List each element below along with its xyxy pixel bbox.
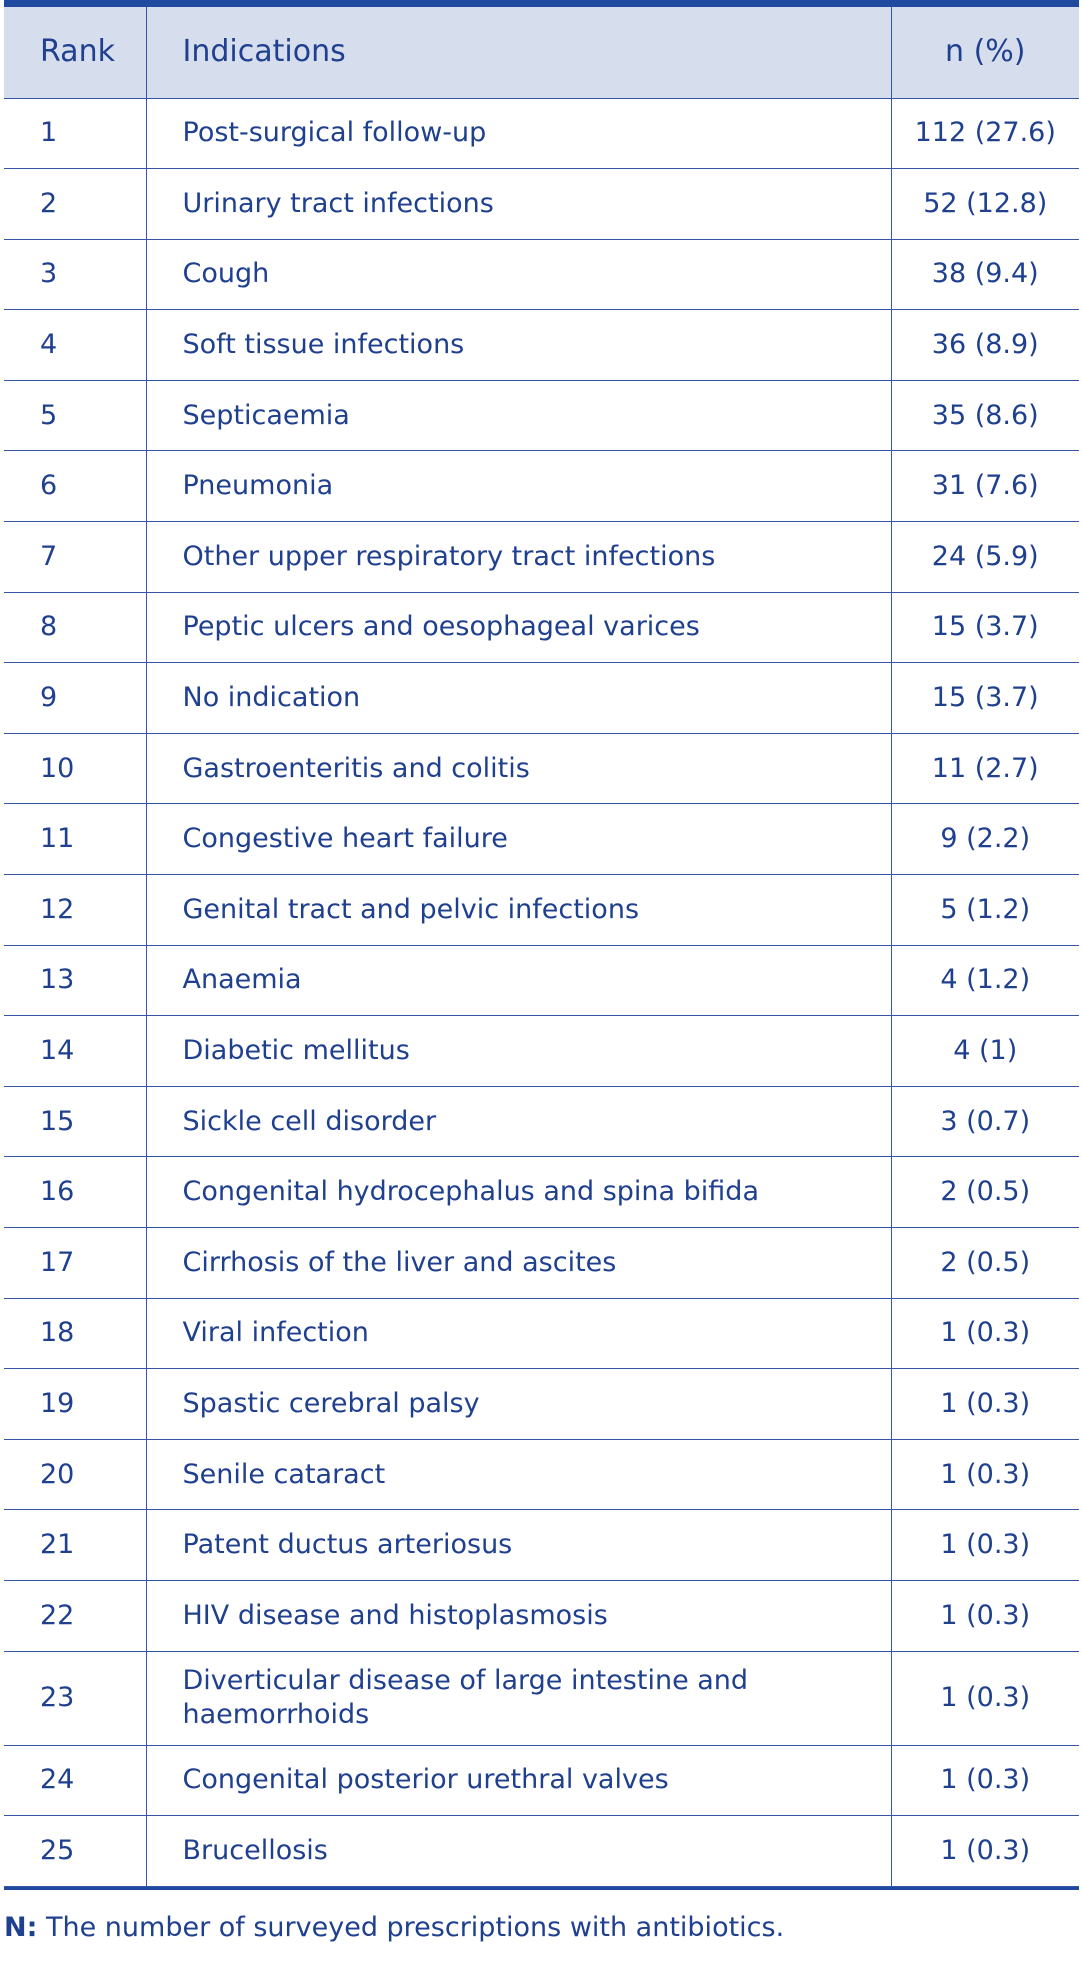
cell-n-percent: 112 (27.6) bbox=[891, 98, 1079, 169]
cell-n-percent: 1 (0.3) bbox=[891, 1651, 1079, 1745]
table-row bbox=[4, 945, 1079, 1016]
table-row bbox=[4, 1298, 1079, 1369]
cell-indication: Septicaemia bbox=[146, 380, 891, 451]
table-row bbox=[4, 522, 1079, 593]
cell-n-percent: 38 (9.4) bbox=[891, 239, 1079, 310]
column-header-n-percent: n (%) bbox=[891, 7, 1079, 98]
cell-indication: Congenital posterior urethral valves bbox=[146, 1745, 891, 1816]
cell-indication: HIV disease and histoplasmosis bbox=[146, 1580, 891, 1651]
cell-rank: 14 bbox=[4, 1016, 146, 1087]
cell-n-percent: 5 (1.2) bbox=[891, 875, 1079, 946]
cell-indication: Senile cataract bbox=[146, 1439, 891, 1510]
table-row bbox=[4, 310, 1079, 381]
table-row bbox=[4, 1086, 1079, 1157]
table-row bbox=[4, 1157, 1079, 1228]
cell-indication: Sickle cell disorder bbox=[146, 1086, 891, 1157]
column-header-rank: Rank bbox=[4, 7, 146, 98]
table-body bbox=[4, 98, 1079, 1886]
cell-n-percent: 1 (0.3) bbox=[891, 1298, 1079, 1369]
cell-rank: 4 bbox=[4, 310, 146, 381]
cell-n-percent: 36 (8.9) bbox=[891, 310, 1079, 381]
cell-rank: 7 bbox=[4, 522, 146, 593]
cell-indication: Peptic ulcers and oesophageal varices bbox=[146, 592, 891, 663]
cell-rank: 13 bbox=[4, 945, 146, 1016]
cell-n-percent: 4 (1) bbox=[891, 1016, 1079, 1087]
cell-n-percent: 2 (0.5) bbox=[891, 1228, 1079, 1299]
cell-indication: Other upper respiratory tract infections bbox=[146, 522, 891, 593]
table-row bbox=[4, 169, 1079, 240]
cell-rank: 15 bbox=[4, 1086, 146, 1157]
cell-indication: Viral infection bbox=[146, 1298, 891, 1369]
cell-n-percent: 35 (8.6) bbox=[891, 380, 1079, 451]
cell-n-percent: 1 (0.3) bbox=[891, 1439, 1079, 1510]
cell-rank: 10 bbox=[4, 733, 146, 804]
cell-indication: Genital tract and pelvic infections bbox=[146, 875, 891, 946]
footnote-text: The number of surveyed prescriptions with antibiotics. bbox=[37, 1912, 785, 1943]
cell-n-percent: 11 (2.7) bbox=[891, 733, 1079, 804]
cell-indication: No indication bbox=[146, 663, 891, 734]
cell-rank: 17 bbox=[4, 1228, 146, 1299]
cell-indication: Diverticular disease of large intestine and haemorrhoids bbox=[146, 1651, 891, 1745]
cell-rank: 20 bbox=[4, 1439, 146, 1510]
cell-indication: Urinary tract infections bbox=[146, 169, 891, 240]
cell-n-percent: 4 (1.2) bbox=[891, 945, 1079, 1016]
cell-indication: Congestive heart failure bbox=[146, 804, 891, 875]
cell-indication: Patent ductus arteriosus bbox=[146, 1510, 891, 1581]
cell-rank: 11 bbox=[4, 804, 146, 875]
cell-n-percent: 2 (0.5) bbox=[891, 1157, 1079, 1228]
cell-rank: 16 bbox=[4, 1157, 146, 1228]
table-row bbox=[4, 804, 1079, 875]
table-row bbox=[4, 1228, 1079, 1299]
cell-indication: Anaemia bbox=[146, 945, 891, 1016]
table-row bbox=[4, 875, 1079, 946]
table-row bbox=[4, 1016, 1079, 1087]
cell-n-percent: 52 (12.8) bbox=[891, 169, 1079, 240]
table-row bbox=[4, 733, 1079, 804]
cell-n-percent: 24 (5.9) bbox=[891, 522, 1079, 593]
cell-n-percent: 31 (7.6) bbox=[891, 451, 1079, 522]
cell-n-percent: 9 (2.2) bbox=[891, 804, 1079, 875]
column-header-indications: Indications bbox=[146, 7, 891, 98]
cell-rank: 21 bbox=[4, 1510, 146, 1581]
cell-rank: 9 bbox=[4, 663, 146, 734]
table-row bbox=[4, 663, 1079, 734]
cell-rank: 18 bbox=[4, 1298, 146, 1369]
cell-n-percent: 1 (0.3) bbox=[891, 1369, 1079, 1440]
cell-indication: Cough bbox=[146, 239, 891, 310]
cell-rank: 24 bbox=[4, 1745, 146, 1816]
cell-indication: Spastic cerebral palsy bbox=[146, 1369, 891, 1440]
cell-rank: 5 bbox=[4, 380, 146, 451]
table-header-row bbox=[4, 7, 1079, 98]
table-row bbox=[4, 239, 1079, 310]
cell-indication: Gastroenteritis and colitis bbox=[146, 733, 891, 804]
cell-rank: 22 bbox=[4, 1580, 146, 1651]
table-row bbox=[4, 380, 1079, 451]
cell-rank: 1 bbox=[4, 98, 146, 169]
cell-indication: Soft tissue infections bbox=[146, 310, 891, 381]
indications-table bbox=[4, 7, 1079, 1887]
cell-n-percent: 15 (3.7) bbox=[891, 592, 1079, 663]
cell-indication: Diabetic mellitus bbox=[146, 1016, 891, 1087]
cell-indication: Congenital hydrocephalus and spina bifida bbox=[146, 1157, 891, 1228]
cell-rank: 25 bbox=[4, 1816, 146, 1887]
cell-n-percent: 3 (0.7) bbox=[891, 1086, 1079, 1157]
table-row bbox=[4, 98, 1079, 169]
table-row bbox=[4, 1651, 1079, 1745]
table-row bbox=[4, 592, 1079, 663]
cell-rank: 6 bbox=[4, 451, 146, 522]
cell-n-percent: 1 (0.3) bbox=[891, 1745, 1079, 1816]
cell-rank: 2 bbox=[4, 169, 146, 240]
cell-rank: 12 bbox=[4, 875, 146, 946]
cell-rank: 8 bbox=[4, 592, 146, 663]
table-row bbox=[4, 1510, 1079, 1581]
table-row bbox=[4, 1369, 1079, 1440]
table-row bbox=[4, 1745, 1079, 1816]
table-row bbox=[4, 1580, 1079, 1651]
cell-indication: Pneumonia bbox=[146, 451, 891, 522]
table-footnote bbox=[4, 1911, 784, 1945]
table-row bbox=[4, 1816, 1079, 1887]
cell-rank: 19 bbox=[4, 1369, 146, 1440]
cell-indication: Brucellosis bbox=[146, 1816, 891, 1887]
table-row bbox=[4, 1439, 1079, 1510]
table-row bbox=[4, 451, 1079, 522]
cell-indication: Cirrhosis of the liver and ascites bbox=[146, 1228, 891, 1299]
cell-rank: 23 bbox=[4, 1651, 146, 1745]
cell-n-percent: 1 (0.3) bbox=[891, 1816, 1079, 1887]
cell-n-percent: 1 (0.3) bbox=[891, 1510, 1079, 1581]
indications-table-container bbox=[4, 0, 1079, 1890]
cell-indication: Post-surgical follow-up bbox=[146, 98, 891, 169]
footnote-key: N: bbox=[4, 1912, 38, 1943]
cell-n-percent: 1 (0.3) bbox=[891, 1580, 1079, 1651]
cell-n-percent: 15 (3.7) bbox=[891, 663, 1079, 734]
cell-rank: 3 bbox=[4, 239, 146, 310]
